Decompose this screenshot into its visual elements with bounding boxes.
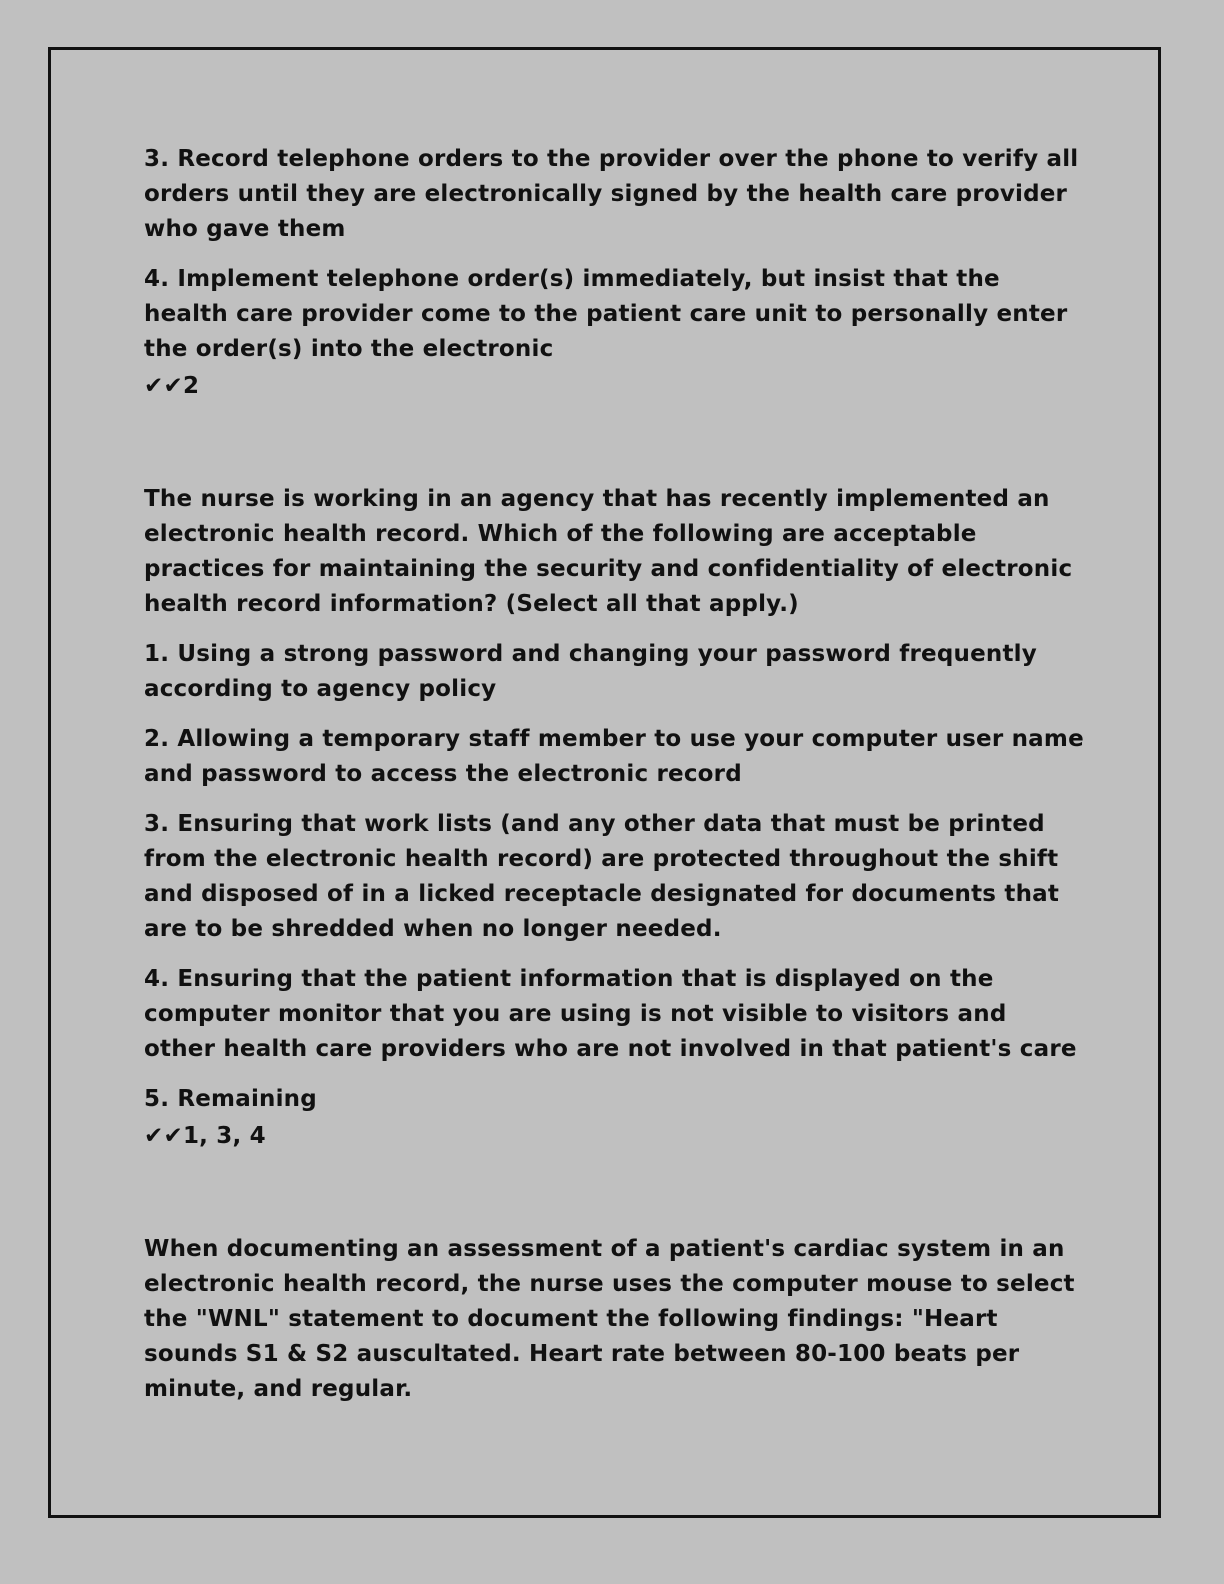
q3-stem: When documenting an assessment of a patient's cardiac system in an electronic health record, the nurse uses the computer mouse to select the "WNL" statement to document the following findings: "Heart sounds S1 & S2 auscultated. Heart rate between 80-100 beats per minute, and regular. xyxy=(144,1236,1075,1402)
q1-option-4: 4. Implement telephone order(s) immediately, but insist that the health care provider come to the patient care unit to personally enter the order(s) into the electronic xyxy=(144,266,1068,362)
spacer xyxy=(144,1154,1084,1232)
q2-answer-value: 1, 3, 4 xyxy=(182,1123,266,1149)
q2-option-4: 4. Ensuring that the patient information that is displayed on the computer monitor that you are using is not visible to visitors and other health care providers who are not involved in that patient's care xyxy=(144,966,1077,1062)
q1-answer-value: 2 xyxy=(182,373,200,399)
checkmark-icon: ✔✔ xyxy=(144,373,183,399)
q2-answer xyxy=(144,1119,1084,1154)
q2-option-5: 5. Remaining xyxy=(144,1086,317,1112)
q1-answer xyxy=(144,369,1084,404)
q2-option-3: 3. Ensuring that work lists (and any other data that must be printed from the electronic health record) are protected throughout the shift and disposed of in a licked receptacle designated for documents that are to be shredded when no longer needed. xyxy=(144,811,1060,942)
checkmark-icon: ✔✔ xyxy=(144,1123,183,1149)
q2-stem: The nurse is working in an agency that has recently implemented an electronic health record. Which of the following are acceptable practices for maintaining the security and confidentiality of electronic health record information? (Select all that apply.) xyxy=(144,486,1073,617)
q1-option-3: 3. Record telephone orders to the provider over the phone to verify all orders until they are electronically signed by the health care provider who gave them xyxy=(144,146,1079,242)
q2-option-2: 2. Allowing a temporary staff member to use your computer user name and password to access the electronic record xyxy=(144,726,1084,787)
document-content xyxy=(144,142,1084,1422)
q2-option-1: 1. Using a strong password and changing your password frequently according to agency policy xyxy=(144,641,1037,702)
spacer xyxy=(144,404,1084,482)
